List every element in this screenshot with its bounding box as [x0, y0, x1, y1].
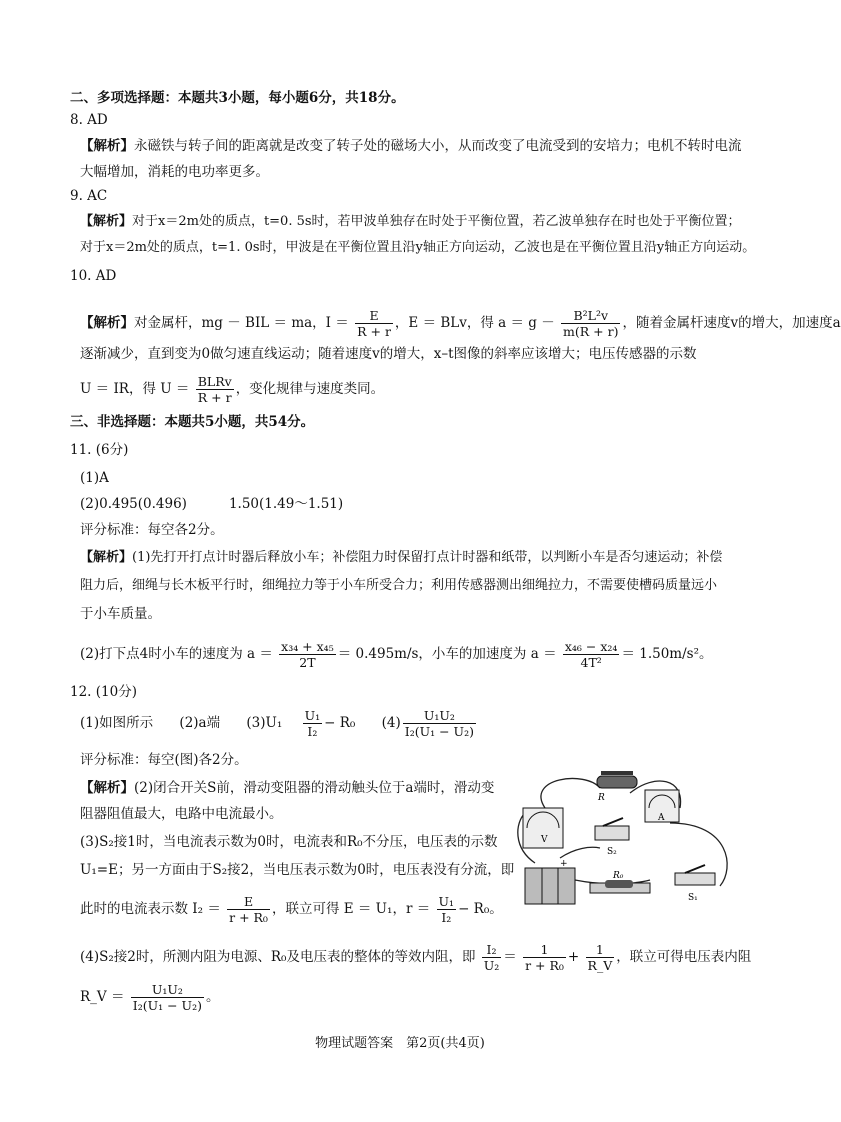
q12-answers: (1)如图所示 (2)a端 (3)U₁ $\frac{\text{U₁}}{\text{I₂}}$ − R₀ (4) $\frac{\text{U₁U₂}}{\text{I₂(U₁ − U₂)}}$ — [80, 708, 474, 739]
q11-fraction-acceleration: $\frac{\text{x₄₆ − x₂₄}}{\text{4T²}}$ — [564, 639, 618, 670]
switch-s2 — [595, 818, 629, 857]
svg-text:A: A — [658, 813, 665, 823]
q12-fraction-r: $\frac{\text{U₁}}{\text{I₂}}$ — [438, 894, 455, 925]
section-3-heading: 三、非选择题：本题共5小题，共54分。 — [70, 414, 315, 430]
q12-analysis-line-5: 此时的电流表示数 I₂ ＝ $\frac{E}{\text{r + R₀}}$ ，联立可得 E ＝ U₁，r ＝ $\frac{\text{U₁}}{\text{I₂}}$ − R₀。 — [80, 894, 503, 925]
wire-mid — [560, 847, 600, 858]
q11-analysis-line-1: 【解析】(1)先打开打点计时器后释放小车；补偿阻力时保留打点计时器和纸带，以判断小车是否匀速运动；补偿 — [80, 550, 723, 565]
voltmeter — [523, 808, 563, 848]
q11-answer-1: (1)A — [80, 470, 109, 486]
q10-analysis-line-3: U ＝ IR，得 U ＝ $\frac{\text{BLRv}}{R + r}$ ，变化规律与速度类同。 — [80, 374, 385, 405]
q11-analysis-line-3: 于小车质量。 — [80, 606, 161, 622]
rheostat — [597, 771, 637, 803]
q11-analysis-line-2: 阻力后，细绳与长木板平行时，细绳拉力等于小车所受合力；利用传感器测出细绳拉力，不需要使槽码质量远小 — [80, 578, 718, 593]
battery — [525, 859, 575, 904]
q12-number: 12. (10分) — [70, 684, 137, 700]
q10-fraction-current: $\frac{E}{R + r}$ — [357, 308, 391, 339]
q12-fraction-a3: $\frac{\text{U₁}}{\text{I₂}}$ — [304, 708, 321, 739]
q12-analysis-line-1: 【解析】(2)闭合开关S前，滑动变阻器的滑动触头位于a端时，滑动变 — [80, 780, 495, 796]
svg-text:S₂: S₂ — [607, 847, 617, 857]
q9-answer: 9. AC — [70, 188, 108, 204]
q10-analysis-line-2: 逐渐减少，直到变为0做匀速直线运动；随着速度v的增大，x–t图像的斜率应该增大；电压传感器的示数 — [80, 346, 697, 362]
svg-text:R: R — [598, 793, 605, 803]
page-footer: 物理试题答案 第2页(共4页) — [315, 1036, 485, 1051]
wire-top-left — [541, 778, 600, 808]
q12-fraction-inv-rr0: $\frac{1}{\text{r + R₀}}$ — [525, 942, 564, 973]
q12-analysis-line-7: R_V ＝ $\frac{\text{U₁U₂}}{\text{I₂(U₁ − U₂)}}$ 。 — [80, 982, 220, 1013]
q12-fraction-a4: $\frac{\text{U₁U₂}}{\text{I₂(U₁ − U₂)}}$ — [404, 708, 474, 739]
svg-text:S₁: S₁ — [688, 893, 698, 903]
circuit-diagram — [505, 768, 740, 908]
q12-analysis-line-6: (4)S₂接2时，所测内阻为电源、R₀及电压表的整体的等效内阻，即 $\frac{\text{I₂}}{\text{U₂}}$ ＝ $\frac{1}{\text{r + R₀}}$ + $\frac{1}{R\_V}$ ，联立可得电压表内阻 — [80, 942, 752, 973]
q12-analysis-line-3: (3)S₂接1时，当电流表示数为0时，电流表和R₀不分压，电压表的示数 — [80, 834, 498, 850]
q11-fraction-velocity: $\frac{\text{x₃₄ + x₄₅}}{2T}$ — [281, 639, 334, 670]
q8-analysis-line-2: 大幅增加，消耗的电功率更多。 — [80, 164, 269, 180]
section-2-heading: 二、多项选择题：本题共3小题，每小题6分，共18分。 — [70, 90, 405, 106]
q12-analysis-line-4: U₁=E；另一方面由于S₂接2，当电压表示数为0时，电压表没有分流，即 — [80, 862, 515, 878]
svg-text:V: V — [541, 835, 548, 845]
q10-analysis-line-1: 【解析】对金属杆，mg － BIL ＝ ma，I ＝ $\frac{E}{R + r}$ ，E ＝ BLv，得 a ＝ g － $\frac{\text{B²L²v}}{m(R + r)}$ ，随着金属杆速度v的增大，加速度a — [80, 308, 841, 339]
q8-analysis-line-1: 【解析】永磁铁与转子间的距离就是改变了转子处的磁场大小，从而改变了电流受到的安培力；电机不转时电流 — [80, 138, 742, 154]
q11-analysis-line-4: (2)打下点4时小车的速度为 a ＝ $\frac{\text{x₃₄ + x₄₅}}{2T}$ ＝ 0.495m/s，小车的加速度为 a ＝ $\frac{\text{x₄₆ − x₂₄}}{\text{4T²}}$ ＝ 1.50m/s²。 — [80, 639, 713, 670]
q11-answer-2: (2)0.495(0.496) 1.50(1.49～1.51) — [80, 496, 344, 512]
ammeter — [645, 790, 679, 823]
q9-analysis-line-1: 【解析】对于x＝2m处的质点，t=0. 5s时，若甲波单独存在时处于平衡位置，若乙波单独存在时也处于平衡位置； — [80, 214, 741, 229]
q12-fraction-inv-rv: $\frac{1}{R\_V}$ — [587, 942, 613, 973]
q12-fraction-current: $\frac{E}{\text{r + R₀}}$ — [229, 894, 268, 925]
q9-analysis-line-2: 对于x＝2m处的质点，t=1. 0s时，甲波是在平衡位置且沿y轴正方向运动，乙波也是在平衡位置且沿y轴正方向运动。 — [80, 240, 756, 255]
q10-fraction-accel: $\frac{\text{B²L²v}}{m(R + r)}$ — [563, 308, 619, 339]
q8-answer: 8. AD — [70, 112, 108, 128]
svg-text:R₀: R₀ — [613, 871, 624, 881]
q12-analysis-line-2: 阻器阻值最大，电路中电流最小。 — [80, 806, 283, 822]
svg-text:+: + — [560, 859, 568, 869]
q11-criteria: 评分标准：每空各2分。 — [80, 522, 224, 538]
switch-s1 — [675, 865, 715, 903]
q12-fraction-i2u2: $\frac{\text{I₂}}{\text{U₂}}$ — [483, 942, 500, 973]
q12-criteria: 评分标准：每空(图)各2分。 — [80, 752, 248, 768]
q11-number: 11. (6分) — [70, 442, 129, 458]
q12-fraction-rv: $\frac{\text{U₁U₂}}{\text{I₂(U₁ − U₂)}}$ — [132, 982, 202, 1013]
q10-fraction-voltage: $\frac{\text{BLRv}}{R + r}$ — [197, 374, 232, 405]
q10-answer: 10. AD — [70, 268, 117, 284]
